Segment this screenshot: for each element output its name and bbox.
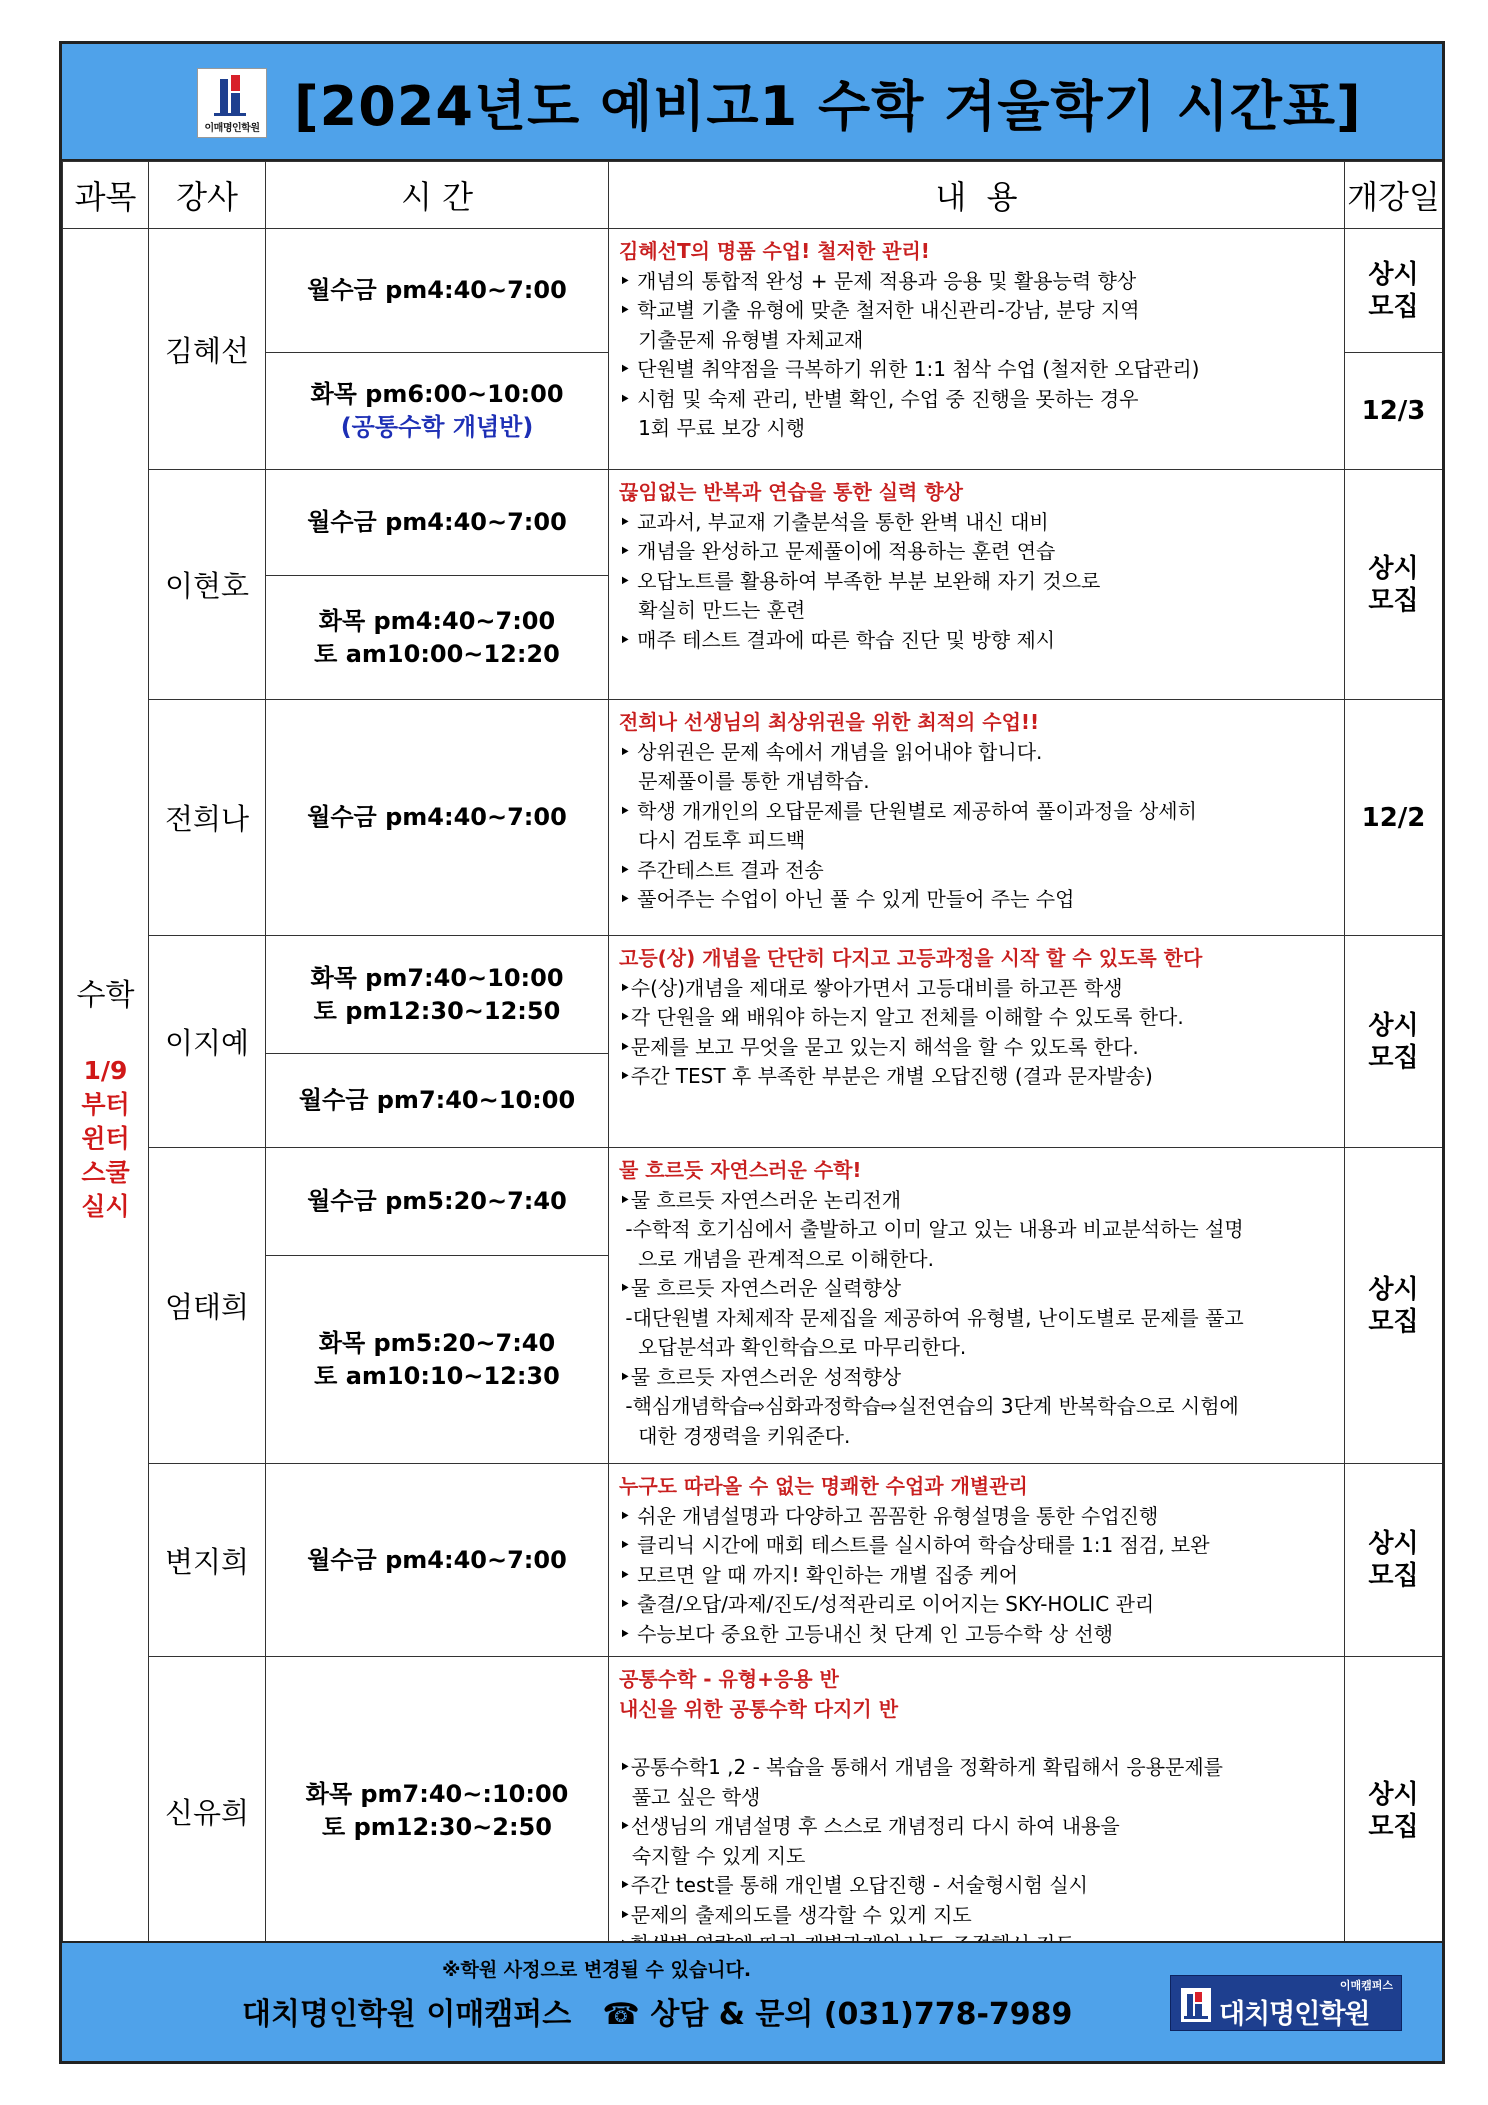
course-detail-line: 1회 무료 보강 시행 (619, 416, 806, 440)
course-headline: 물 흐르듯 자연스러운 수학! (619, 1158, 862, 1182)
class-time-cell (266, 936, 609, 1054)
class-time: 토 pm12:30~2:50 (322, 1813, 552, 1842)
header-banner (62, 44, 1442, 161)
course-detail-line: -핵심개념학습⇨심화과정학습⇨실전연습의 3단계 반복학습으로 시험에 (619, 1394, 1239, 1418)
course-headline: 끊임없는 반복과 연습을 통한 실력 향상 (619, 480, 963, 504)
course-detail-line: ‣ 매주 테스트 결과에 따른 학습 진단 및 방향 제시 (619, 627, 1056, 652)
open-date-cell (1345, 229, 1443, 353)
course-detail-line: 숙지할 수 있게 지도 (619, 1843, 806, 1868)
course-detail-line: ‣ 학교별 기출 유형에 맞춘 철저한 내신관리-강남, 분당 지역 (619, 298, 1140, 322)
note-line: 윈터 (81, 1124, 130, 1154)
open-date: 모집 (1368, 1042, 1419, 1073)
teacher-name: 변지희 (149, 1464, 266, 1657)
class-time-cell (266, 1256, 609, 1464)
teacher-name: 김혜선 (149, 229, 266, 470)
course-description (609, 470, 1345, 700)
class-time-cell (266, 1148, 609, 1256)
course-detail-line: ‣각 단원을 왜 배워야 하는지 알고 전체를 이해할 수 있도록 한다. (619, 1005, 1184, 1029)
course-detail-line: 다시 검토후 피드백 (619, 828, 806, 852)
winter-school-note (63, 1054, 148, 1224)
course-detail-line: ‣ 클리닉 시간에 매회 테스트를 실시하여 학습상태를 1:1 점검, 보완 (619, 1533, 1210, 1557)
course-description (609, 1657, 1345, 1967)
open-date-cell (1345, 353, 1443, 470)
open-date: 모집 (1368, 291, 1419, 322)
class-time: 토 pm12:30~12:50 (313, 996, 561, 1025)
class-time: 월수금 pm7:40~10:00 (298, 1086, 576, 1114)
class-time: 토 am10:10~12:30 (314, 1361, 560, 1390)
subject-cell (63, 229, 149, 1967)
table-row (63, 936, 1443, 1054)
open-date: 12/3 (1361, 396, 1426, 426)
class-time-cell (266, 1657, 609, 1967)
contact-info: 대치명인학원 이매캠퍼스 ☎ 상담 & 문의 (031)778-7989 (242, 1997, 1073, 2032)
course-description (609, 1464, 1345, 1657)
class-time: 월수금 pm4:40~7:00 (307, 276, 567, 304)
course-detail-line: 풀고 싶은 학생 (619, 1784, 761, 1809)
table-row (63, 1148, 1443, 1256)
note-line: 1/9 (83, 1056, 128, 1086)
class-time: 화목 pm7:40~10:00 (310, 963, 564, 992)
course-detail-line: ‣ 오답노트를 활용하여 부족한 부분 보완해 자기 것으로 (619, 568, 1101, 593)
course-detail-line: ‣ 쉬운 개념설명과 다양하고 꼼꼼한 유형설명을 통한 수업진행 (619, 1503, 1159, 1528)
open-date: 상시 (1368, 1274, 1419, 1305)
class-time: 월수금 pm5:20~7:40 (307, 1187, 567, 1215)
course-detail-line: ‣물 흐르듯 자연스러운 성적향상 (619, 1364, 902, 1389)
col-header-time: 시 간 (266, 162, 609, 229)
class-time: 월수금 pm4:40~7:00 (307, 1545, 567, 1574)
teacher-name: 이지예 (149, 936, 266, 1148)
open-date: 모집 (1368, 1306, 1419, 1337)
class-time: 화목 pm7:40~:10:00 (305, 1780, 569, 1809)
course-detail-line: ‣수(상)개념을 제대로 쌓아가면서 고등대비를 하고픈 학생 (619, 975, 1123, 1000)
teacher-name: 이현호 (149, 470, 266, 700)
class-time-cell (266, 1464, 609, 1657)
page-title: [2024년도 예비고1 수학 겨울학기 시간표] (294, 75, 1362, 138)
open-date: 상시 (1368, 1529, 1419, 1559)
open-date: 모집 (1368, 1561, 1419, 1591)
course-detail-line: 대한 경쟁력을 키워준다. (619, 1423, 851, 1448)
timetable-frame (59, 41, 1445, 2064)
class-time: 화목 pm5:20~7:40 (318, 1328, 556, 1357)
schedule-table (62, 161, 1443, 1967)
table-header-row (63, 162, 1443, 229)
teacher-name: 전희나 (149, 700, 266, 936)
brand-logo (1170, 1975, 1402, 2031)
table-body (63, 229, 1443, 1967)
course-detail-line: 으로 개념을 관계적으로 이해한다. (619, 1246, 934, 1271)
course-headline: 고등(상) 개념을 단단히 다지고 고등과정을 시작 할 수 있도록 한다 (619, 946, 1203, 970)
table-row (63, 470, 1443, 576)
note-line: 부터 (81, 1090, 130, 1120)
open-date: 상시 (1368, 1780, 1419, 1811)
table-row (63, 700, 1443, 936)
col-header-content: 내 용 (609, 162, 1345, 229)
class-time-cell (266, 353, 609, 470)
course-detail-line: 오답분석과 확인학습으로 마무리한다. (619, 1335, 967, 1359)
open-date: 상시 (1368, 553, 1419, 584)
course-detail-line: ‣물 흐르듯 자연스러운 논리전개 (619, 1187, 902, 1212)
col-header-open-date: 개강일 (1345, 162, 1443, 229)
course-detail-line: ‣선생님의 개념설명 후 스스로 개념정리 다시 하여 내용을 (619, 1814, 1120, 1838)
note-line: 스쿨 (81, 1158, 130, 1188)
course-detail-line: ‣ 주간테스트 결과 전송 (619, 857, 824, 882)
open-date-cell (1345, 1657, 1443, 1967)
course-detail-line: ‣ 풀어주는 수업이 아닌 풀 수 있게 만들어 주는 수업 (619, 887, 1075, 911)
class-time: 화목 pm4:40~7:00 (318, 606, 556, 635)
table-row (63, 229, 1443, 353)
footer-banner (62, 1941, 1442, 2061)
course-description (609, 229, 1345, 470)
course-detail-line: ‣ 개념의 통합적 완성 + 문제 적용과 응용 및 활용능력 향상 (619, 268, 1137, 293)
open-date: 상시 (1368, 1010, 1419, 1041)
open-date-cell (1345, 936, 1443, 1148)
brand-name: 대치명인학원 (1219, 1999, 1370, 2030)
open-date: 상시 (1368, 259, 1419, 290)
logo-text: 이매명인학원 (204, 123, 260, 134)
class-type-note: (공통수학 개념반) (340, 413, 534, 441)
course-detail-line: ‣ 모르면 알 때 까지! 확인하는 개별 집중 케어 (619, 1562, 1019, 1587)
course-detail-line: 문제풀이를 통한 개념학습. (619, 769, 870, 793)
course-detail-line: -수학적 호기심에서 출발하고 이미 알고 있는 내용과 비교분석하는 설명 (619, 1217, 1244, 1241)
course-headline: 내신을 위한 공통수학 다지기 반 (619, 1696, 899, 1721)
course-detail-line: ‣ 개념을 완성하고 문제풀이에 적용하는 훈련 연습 (619, 539, 1056, 563)
course-detail-line: ‣주간 test를 통해 개인별 오답진행 - 서술형시험 실시 (619, 1873, 1089, 1897)
teacher-name: 신유희 (149, 1657, 266, 1967)
course-detail-line: 기출문제 유형별 자체교재 (619, 327, 864, 352)
course-headline: 전희나 선생님의 최상위권을 위한 최적의 수업!! (619, 710, 1040, 734)
class-time-cell (266, 470, 609, 576)
open-date-cell (1345, 1464, 1443, 1657)
course-headline: 김혜선T의 명품 수업! 철저한 관리! (619, 239, 930, 263)
open-date-cell (1345, 700, 1443, 936)
col-header-teacher: 강사 (149, 162, 266, 229)
course-description (609, 700, 1345, 936)
table-row (63, 1657, 1443, 1967)
class-time-cell (266, 576, 609, 700)
class-time-cell (266, 1054, 609, 1148)
table-row (63, 1464, 1443, 1657)
subject-name: 수학 (76, 978, 135, 1014)
course-description (609, 1148, 1345, 1464)
course-detail-line: ‣문제의 출제의도를 생각할 수 있게 지도 (619, 1902, 972, 1927)
open-date-cell (1345, 1148, 1443, 1464)
course-detail-line: ‣ 단원별 취약점을 극복하기 위한 1:1 첨삭 수업 (철저한 오답관리) (619, 357, 1200, 381)
course-detail-line: ‣ 학생 개개인의 오답문제를 단원별로 제공하여 풀이과정을 상세히 (619, 798, 1197, 823)
change-notice: ※학원 사정으로 변경될 수 있습니다. (442, 1959, 752, 1981)
class-time: 화목 pm6:00~10:00 (310, 380, 564, 408)
open-date: 모집 (1368, 585, 1419, 616)
course-detail-line: ‣ 교과서, 부교재 기출분석을 통한 완벽 내신 대비 (619, 509, 1049, 534)
course-headline: 공통수학 - 유형+응용 반 (619, 1667, 839, 1691)
course-detail-line: ‣공통수학1 ,2 - 복습을 통해서 개념을 정확하게 확립해서 응용문제를 (619, 1755, 1223, 1779)
course-detail-line: 확실히 만드는 훈련 (619, 598, 806, 622)
course-detail-line: ‣ 수능보다 중요한 고등내신 첫 단계 인 고등수학 상 선행 (619, 1621, 1114, 1646)
course-detail-line (619, 1724, 1338, 1753)
teacher-name: 엄태희 (149, 1148, 266, 1464)
course-detail-line: ‣주간 TEST 후 부족한 부분은 개별 오답진행 (결과 문자발송) (619, 1064, 1153, 1088)
open-date-cell (1345, 470, 1443, 700)
academy-logo (197, 68, 267, 138)
class-time-cell (266, 700, 609, 936)
class-time-cell (266, 229, 609, 353)
course-description (609, 936, 1345, 1148)
course-detail-line: ‣ 상위권은 문제 속에서 개념을 읽어내야 합니다. (619, 739, 1043, 764)
class-time: 월수금 pm4:40~7:00 (307, 508, 567, 536)
course-detail-line: ‣물 흐르듯 자연스러운 실력향상 (619, 1276, 902, 1300)
class-time: 월수금 pm4:40~7:00 (307, 803, 567, 831)
brand-mark-icon (1181, 1988, 1211, 2022)
open-date: 모집 (1368, 1812, 1419, 1843)
class-time: 토 am10:00~12:20 (314, 639, 560, 668)
brand-sub: 이매캠퍼스 (1339, 1979, 1393, 1992)
course-detail-line: ‣문제를 보고 무엇을 묻고 있는지 해석을 할 수 있도록 한다. (619, 1034, 1139, 1059)
note-line: 실시 (81, 1192, 130, 1222)
course-detail-line: ‣ 시험 및 숙제 관리, 반별 확인, 수업 중 진행을 못하는 경우 (619, 386, 1139, 411)
col-header-subject: 과목 (63, 162, 149, 229)
course-detail-line: ‣ 출결/오답/과제/진도/성적관리로 이어지는 SKY-HOLIC 관리 (619, 1592, 1155, 1616)
course-detail-line: -대단원별 자체제작 문제집을 제공하여 유형별, 난이도별로 문제를 풀고 (619, 1305, 1244, 1330)
course-headline: 누구도 따라올 수 없는 명쾌한 수업과 개별관리 (619, 1474, 1028, 1498)
open-date: 12/2 (1361, 802, 1426, 833)
